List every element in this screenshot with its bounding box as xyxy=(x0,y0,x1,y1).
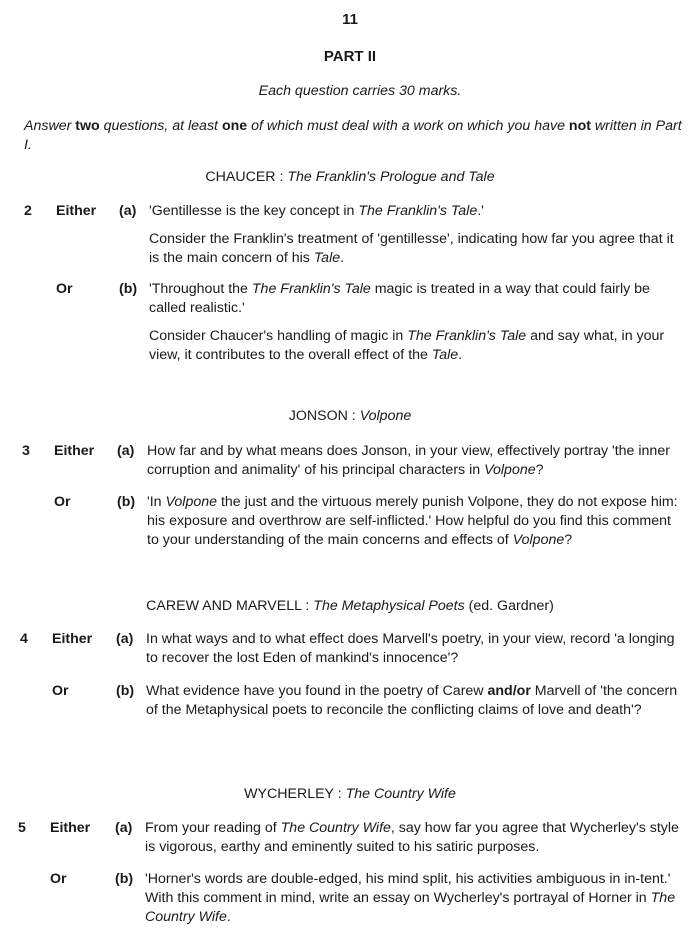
option-b-label: (b) xyxy=(116,683,135,699)
or-label: Or xyxy=(56,281,73,297)
either-label: Either xyxy=(54,443,95,459)
option-b-text: What evidence have you found in the poetry of Carew and/or Marvell of 'the concern of the Metaphysical poets to reconcile the conflicting claims of love and death'? xyxy=(146,683,678,718)
section-heading-jonson: JONSON : Volpone xyxy=(288,408,412,424)
option-a-text xyxy=(149,202,684,268)
section-heading-carew-marvell: CAREW AND MARVELL : The Metaphysical Poets (ed. Gardner) xyxy=(146,598,554,614)
either-label: Either xyxy=(50,820,91,836)
option-b-text xyxy=(149,280,684,365)
option-b-text: 'In Volpone the just and the virtuous merely punish Volpone, they do not expose him: his exposure and overthrow are self-inflicted.' How helpful do you find this comment to your understanding of the main concerns and effects of Volpone? xyxy=(147,494,678,548)
option-b-label: (b) xyxy=(119,281,138,297)
option-a-label: (a) xyxy=(116,631,134,647)
or-label: Or xyxy=(54,494,71,510)
option-b-text: 'Horner's words are double-edged, his mind split, his activities ambiguous in in-tent.' With this comment in mind, write an essay on Wycherley's portrayal of Horner in The Country Wife. xyxy=(145,871,676,925)
quote: 'Gentillesse is the key concept in The Franklin's Tale.' xyxy=(149,203,484,219)
question-number: 2 xyxy=(24,203,32,219)
option-a-text: In what ways and to what effect does Marvell's poetry, in your view, record 'a longing to recover the lost Eden of mankind's innocence'? xyxy=(146,631,675,666)
section-heading-chaucer: CHAUCER : The Franklin's Prologue and Tale xyxy=(205,169,495,185)
option-a-text: How far and by what means does Jonson, in your view, effectively portray 'the inner corruption and animality' of his principal characters in Volpone? xyxy=(147,443,670,478)
section-heading-wycherley: WYCHERLEY : The Country Wife xyxy=(244,786,456,802)
quote: 'Throughout the The Franklin's Tale magic is treated in a way that could fairly be called realistic.' xyxy=(149,281,650,316)
option-b-label: (b) xyxy=(115,871,134,887)
or-label: Or xyxy=(50,871,67,887)
or-label: Or xyxy=(52,683,69,699)
marks-note: Each question carries 30 marks. xyxy=(258,83,462,99)
prompt: Consider the Franklin's treatment of 'gentillesse', indicating how far you agree that it is the main concern of his Tale. xyxy=(149,231,674,266)
option-a-text: From your reading of The Country Wife, say how far you agree that Wycherley's style is vigorous, earthy and eminently suited to his satiric purposes. xyxy=(145,820,679,855)
prompt: Consider Chaucer's handling of magic in The Franklin's Tale and say what, in your view, it contributes to the overall effect of the Tale. xyxy=(149,328,665,363)
option-a-label: (a) xyxy=(117,443,135,459)
option-b-label: (b) xyxy=(117,494,136,510)
either-label: Either xyxy=(52,631,93,647)
page-number: 11 xyxy=(342,11,358,28)
question-number: 5 xyxy=(18,820,26,836)
part-title: PART II xyxy=(323,48,377,65)
question-number: 4 xyxy=(20,631,28,647)
option-a-label: (a) xyxy=(115,820,133,836)
instructions: Answer two questions, at least one of which must deal with a work on which you have not written in Part I. xyxy=(24,118,682,153)
option-a-label: (a) xyxy=(119,203,137,219)
either-label: Either xyxy=(56,203,97,219)
question-number: 3 xyxy=(22,443,30,459)
